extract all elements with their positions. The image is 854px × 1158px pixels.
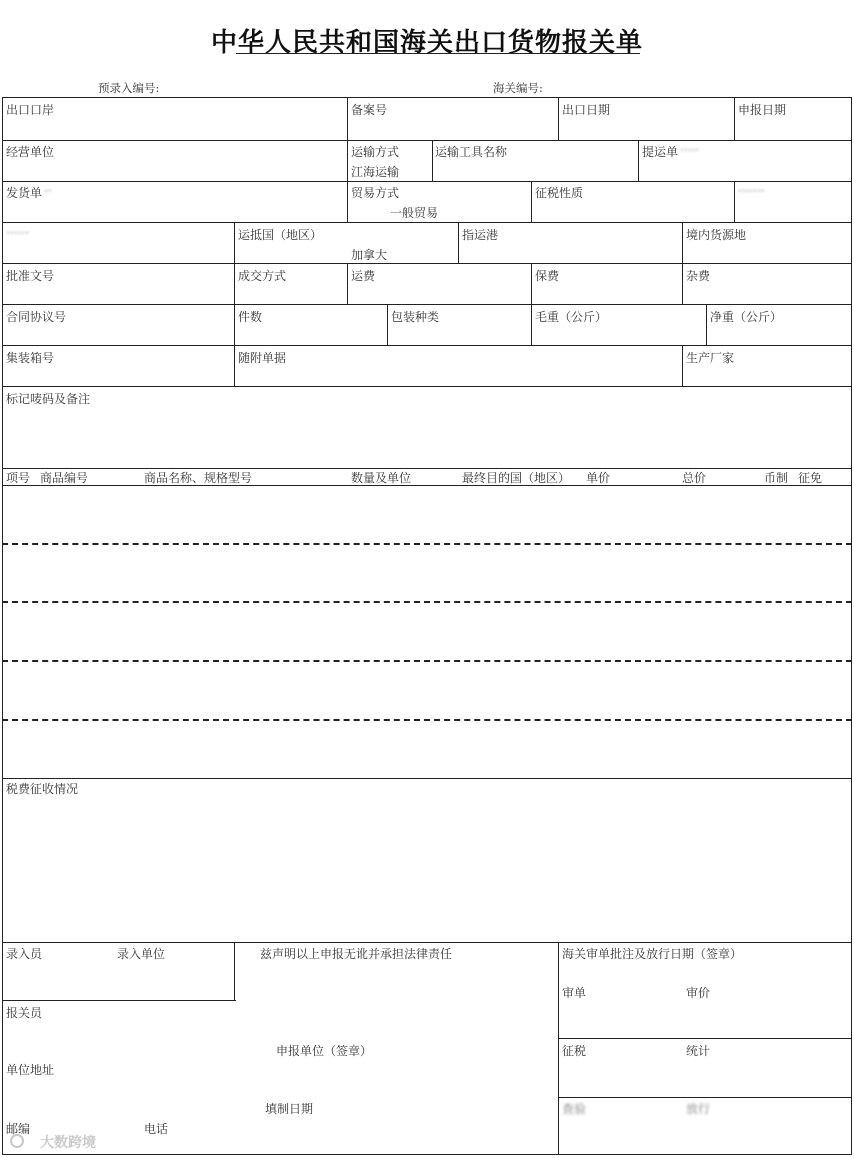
form-title: 中华人民共和国海关出口货物报关单 (210, 28, 643, 58)
pre-entry-no-label: 预录入编号: (98, 81, 160, 95)
row-divider (2, 181, 852, 182)
trade-mode-value: 一般贸易 (390, 206, 439, 220)
row-divider (2, 140, 852, 141)
license-no-label: 批准文号 (6, 269, 55, 283)
release-label: 放行 (686, 1102, 711, 1116)
attached-docs-label: 随附单据 (238, 351, 287, 365)
row-divider (2, 222, 852, 223)
vessel-name-label: 运输工具名称 (435, 145, 508, 159)
form-frame (2, 97, 852, 1155)
gross-weight-label: 毛重（公斤） (535, 310, 608, 324)
row-divider (2, 386, 852, 387)
blurred-label: ······· (738, 184, 765, 198)
transport-mode-value: 江海运输 (351, 165, 400, 179)
col-divider (531, 181, 532, 222)
bill-of-lading-label: 提运单 (642, 145, 679, 159)
watermark-logo-icon (10, 1134, 24, 1148)
package-type-label: 包装种类 (391, 310, 440, 324)
col-divider (432, 140, 433, 181)
entry-unit-label: 录入单位 (117, 947, 166, 961)
col-divider (347, 181, 348, 222)
statistics-label: 统计 (686, 1044, 711, 1058)
col-divider (458, 222, 459, 263)
goods-col-commodity-code: 商品编号 (40, 471, 89, 485)
pricing-label: 审价 (686, 986, 711, 1000)
col-divider (347, 140, 348, 181)
marks-remarks-label: 标记唛码及备注 (6, 392, 91, 406)
review-label: 审单 (562, 986, 587, 1000)
customs-no-label: 海关编号: (493, 81, 543, 95)
row-divider (2, 1000, 236, 1001)
broker-label: 报关员 (6, 1006, 43, 1020)
misc-fee-label: 杂费 (686, 269, 711, 283)
col-divider (234, 942, 235, 1000)
col-divider (638, 140, 639, 181)
blurred-value: ····· (680, 143, 700, 157)
consignor-label: 发货单 (6, 186, 43, 200)
col-divider (234, 304, 235, 345)
blurred-label: ······ (6, 226, 29, 240)
col-divider (682, 222, 683, 263)
col-divider (347, 97, 348, 140)
goods-col-name-spec: 商品名称、规格型号 (144, 471, 253, 485)
goods-col-total-price: 总价 (682, 471, 707, 485)
col-divider (387, 304, 388, 345)
record-no-label: 备案号 (351, 103, 388, 117)
title-underline (236, 53, 640, 54)
row-divider (2, 468, 852, 469)
col-divider (558, 97, 559, 140)
col-divider (234, 263, 235, 304)
goods-col-item-no: 项号 (6, 471, 31, 485)
col-divider (531, 304, 532, 345)
export-date-label: 出口日期 (562, 103, 611, 117)
destination-port-label: 指运港 (462, 228, 499, 242)
transport-mode-label: 运输方式 (351, 145, 400, 159)
destination-country-label: 运抵国（地区） (238, 228, 323, 242)
contract-no-label: 合同协议号 (6, 310, 67, 324)
freight-label: 运费 (351, 269, 376, 283)
col-divider (234, 222, 235, 263)
col-divider (682, 345, 683, 386)
destination-country-value: 加拿大 (351, 248, 388, 262)
goods-col-unit-price: 单价 (586, 471, 611, 485)
tax-nature-label: 征税性质 (535, 186, 584, 200)
col-divider (531, 263, 532, 304)
col-divider (734, 181, 735, 222)
entry-clerk-label: 录入员 (6, 947, 43, 961)
row-divider (558, 1038, 852, 1039)
fill-date-label: 填制日期 (265, 1102, 314, 1116)
row-divider (2, 263, 852, 264)
transaction-mode-label: 成交方式 (238, 269, 287, 283)
row-divider (2, 485, 852, 486)
goods-row-separator (2, 660, 852, 662)
row-divider (2, 778, 852, 779)
declaring-unit-label: 申报单位（签章） (276, 1044, 373, 1058)
net-weight-label: 净重（公斤） (710, 310, 783, 324)
col-divider (558, 942, 559, 1155)
postcode-label: 邮编 (6, 1122, 31, 1136)
goods-col-qty-unit: 数量及单位 (351, 471, 412, 485)
row-divider (2, 345, 852, 346)
packages-label: 件数 (238, 310, 263, 324)
goods-row-separator (2, 543, 852, 545)
manufacturer-label: 生产厂家 (686, 351, 735, 365)
insurance-label: 保费 (535, 269, 560, 283)
goods-col-exemption: 征免 (798, 471, 823, 485)
unit-address-label: 单位地址 (6, 1063, 55, 1077)
col-divider (734, 97, 735, 140)
col-divider (347, 263, 348, 304)
customs-approval-label: 海关审单批注及放行日期（签章） (562, 947, 743, 961)
declaration-statement: 兹声明以上申报无讹并承担法律责任 (260, 947, 453, 961)
goods-col-currency: 币制 (764, 471, 789, 485)
col-divider (706, 304, 707, 345)
inspection-label: 查验 (562, 1102, 587, 1116)
col-divider (234, 345, 235, 386)
col-divider (682, 263, 683, 304)
goods-row-separator (2, 601, 852, 603)
container-no-label: 集装箱号 (6, 351, 55, 365)
row-divider (2, 304, 852, 305)
domestic-source-label: 境内货源地 (686, 228, 747, 242)
watermark-text: 大数跨境 (40, 1135, 96, 1151)
goods-row-separator (2, 719, 852, 721)
row-divider (558, 1097, 852, 1098)
blurred-value: ·· (44, 184, 52, 198)
export-port-label: 出口口岸 (6, 103, 55, 117)
declare-date-label: 申报日期 (738, 103, 787, 117)
phone-label: 电话 (144, 1122, 169, 1136)
tax-status-label: 税费征收情况 (6, 782, 79, 796)
tax-collection-label: 征税 (562, 1044, 587, 1058)
operating-unit-label: 经营单位 (6, 145, 55, 159)
trade-mode-label: 贸易方式 (351, 186, 400, 200)
goods-col-final-destination: 最终目的国（地区） (462, 471, 571, 485)
row-divider (2, 942, 852, 943)
